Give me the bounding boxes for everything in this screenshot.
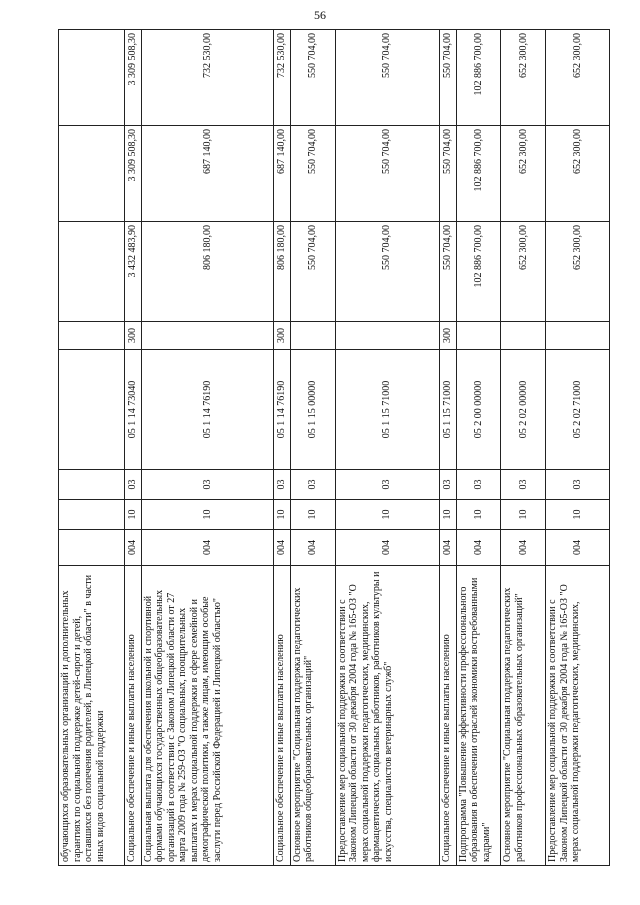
table-row	[59, 30, 125, 866]
amount-year-2: 652 300,00	[501, 126, 546, 222]
table-row	[124, 30, 141, 866]
amount-year-2: 550 704,00	[290, 126, 335, 222]
expense-type-code	[290, 322, 335, 350]
amount-year-3: 652 300,00	[501, 30, 546, 126]
row-name: Предоставление мер социальной поддержки в соответствии с Законом Липецкой области от 30 декабря 2004 года № 165-ОЗ "О мерах социальной поддержки педагогических, медицинских, фармацевтических, социальных работников, работников культуры и искусства, специалистов ветеринарных служб"	[335, 566, 439, 866]
subsection-code: 03	[335, 470, 439, 500]
ministry-code: 004	[124, 530, 141, 566]
table-row	[273, 30, 290, 866]
amount-year-1: 3 432 483,90	[124, 222, 141, 322]
amount-year-2: 687 140,00	[141, 126, 273, 222]
amount-year-1: 806 180,00	[273, 222, 290, 322]
ministry-code: 004	[456, 530, 501, 566]
amount-year-1: 550 704,00	[290, 222, 335, 322]
amount-year-2: 550 704,00	[335, 126, 439, 222]
amount-year-2: 550 704,00	[439, 126, 456, 222]
expense-type-code	[501, 322, 546, 350]
subsection-code: 03	[456, 470, 501, 500]
subsection-code: 03	[546, 470, 610, 500]
row-name: Предоставление мер социальной поддержки в соответствии с Законом Липецкой области от 30 декабря 2004 года № 165-ОЗ "О мерах социальной поддержки педагогических, медицинских,	[546, 566, 610, 866]
expense-type-code	[546, 322, 610, 350]
ministry-code: 004	[546, 530, 610, 566]
amount-year-1: 550 704,00	[335, 222, 439, 322]
amount-year-3	[59, 30, 125, 126]
amount-year-2: 102 886 700,00	[456, 126, 501, 222]
subsection-code: 03	[141, 470, 273, 500]
target-code	[59, 350, 125, 470]
subsection-code: 03	[290, 470, 335, 500]
target-code: 05 2 00 00000	[456, 350, 501, 470]
subsection-code	[59, 470, 125, 500]
section-code: 10	[335, 500, 439, 530]
row-name: Социальная выплата для обеспечения школьной и спортивной формами обучающихся государственных общеобразовательных организаций в соответствии с Законом Липецкой области от 27 марта 2009 года № 259-ОЗ "О социальных, поощрительных выплатах и мерах социальной поддержки в сфере семейной и демографической политики, а также лицам, имеющим особые заслуги перед Российской Федерацией и Липецкой областью"	[141, 566, 273, 866]
target-code: 05 2 02 00000	[501, 350, 546, 470]
section-code: 10	[124, 500, 141, 530]
amount-year-2	[59, 126, 125, 222]
section-code: 10	[273, 500, 290, 530]
amount-year-1: 550 704,00	[439, 222, 456, 322]
amount-year-3: 102 886 700,00	[456, 30, 501, 126]
section-code: 10	[456, 500, 501, 530]
amount-year-2: 652 300,00	[546, 126, 610, 222]
row-name: Социальное обеспечение и иные выплаты населению	[124, 566, 141, 866]
row-name: Социальное обеспечение и иные выплаты населению	[273, 566, 290, 866]
row-name: обучающихся образовательных организаций и дополнительных гарантиях по социальной поддержке детей-сирот и детей, оставшихся без попечения родителей, в Липецкой области" в части иных видов социальной поддержки	[59, 566, 125, 866]
expense-type-code	[59, 322, 125, 350]
ministry-code: 004	[439, 530, 456, 566]
expense-type-code: 300	[273, 322, 290, 350]
amount-year-2: 3 309 508,30	[124, 126, 141, 222]
table-row	[501, 30, 546, 866]
table-row	[456, 30, 501, 866]
amount-year-3: 550 704,00	[290, 30, 335, 126]
ministry-code: 004	[501, 530, 546, 566]
amount-year-1: 652 300,00	[501, 222, 546, 322]
expense-type-code	[141, 322, 273, 350]
target-code: 05 1 14 73040	[124, 350, 141, 470]
ministry-code: 004	[141, 530, 273, 566]
budget-table-rotated	[58, 30, 610, 866]
subsection-code: 03	[439, 470, 456, 500]
target-code: 05 1 15 71000	[439, 350, 456, 470]
amount-year-3: 732 530,00	[141, 30, 273, 126]
target-code: 05 1 15 00000	[290, 350, 335, 470]
section-code: 10	[546, 500, 610, 530]
target-code: 05 2 02 71000	[546, 350, 610, 470]
row-name: Социальное обеспечение и иные выплаты населению	[439, 566, 456, 866]
target-code: 05 1 14 76190	[273, 350, 290, 470]
expense-type-code: 300	[439, 322, 456, 350]
section-code	[59, 500, 125, 530]
ministry-code: 004	[335, 530, 439, 566]
subsection-code: 03	[501, 470, 546, 500]
amount-year-1: 102 886 700,00	[456, 222, 501, 322]
expense-type-code	[456, 322, 501, 350]
row-name: Основное мероприятие "Социальная поддержка педагогических работников общеобразовательных организаций"	[290, 566, 335, 866]
page-number: 56	[314, 8, 326, 22]
ministry-code	[59, 530, 125, 566]
budget-table	[58, 29, 610, 866]
amount-year-2: 687 140,00	[273, 126, 290, 222]
table-row	[141, 30, 273, 866]
subsection-code: 03	[124, 470, 141, 500]
ministry-code: 004	[290, 530, 335, 566]
section-code: 10	[141, 500, 273, 530]
section-code: 10	[290, 500, 335, 530]
subsection-code: 03	[273, 470, 290, 500]
row-name: Основное мероприятие "Социальная поддержка педагогических работников профессиональных образовательных организаций"	[501, 566, 546, 866]
ministry-code: 004	[273, 530, 290, 566]
amount-year-1: 652 300,00	[546, 222, 610, 322]
target-code: 05 1 14 76190	[141, 350, 273, 470]
target-code: 05 1 15 71000	[335, 350, 439, 470]
table-row	[290, 30, 335, 866]
section-code: 10	[501, 500, 546, 530]
table-row	[439, 30, 456, 866]
expense-type-code	[335, 322, 439, 350]
row-name: Подпрограмма "Повышение эффективности профессионального образования в обеспечении отраслей экономики востребованными кадрами"	[456, 566, 501, 866]
amount-year-3: 652 300,00	[546, 30, 610, 126]
table-row	[546, 30, 610, 866]
amount-year-1	[59, 222, 125, 322]
expense-type-code: 300	[124, 322, 141, 350]
table-row	[335, 30, 439, 866]
amount-year-3: 732 530,00	[273, 30, 290, 126]
amount-year-3: 550 704,00	[335, 30, 439, 126]
section-code: 10	[439, 500, 456, 530]
amount-year-1: 806 180,00	[141, 222, 273, 322]
amount-year-3: 550 704,00	[439, 30, 456, 126]
amount-year-3: 3 309 508,30	[124, 30, 141, 126]
